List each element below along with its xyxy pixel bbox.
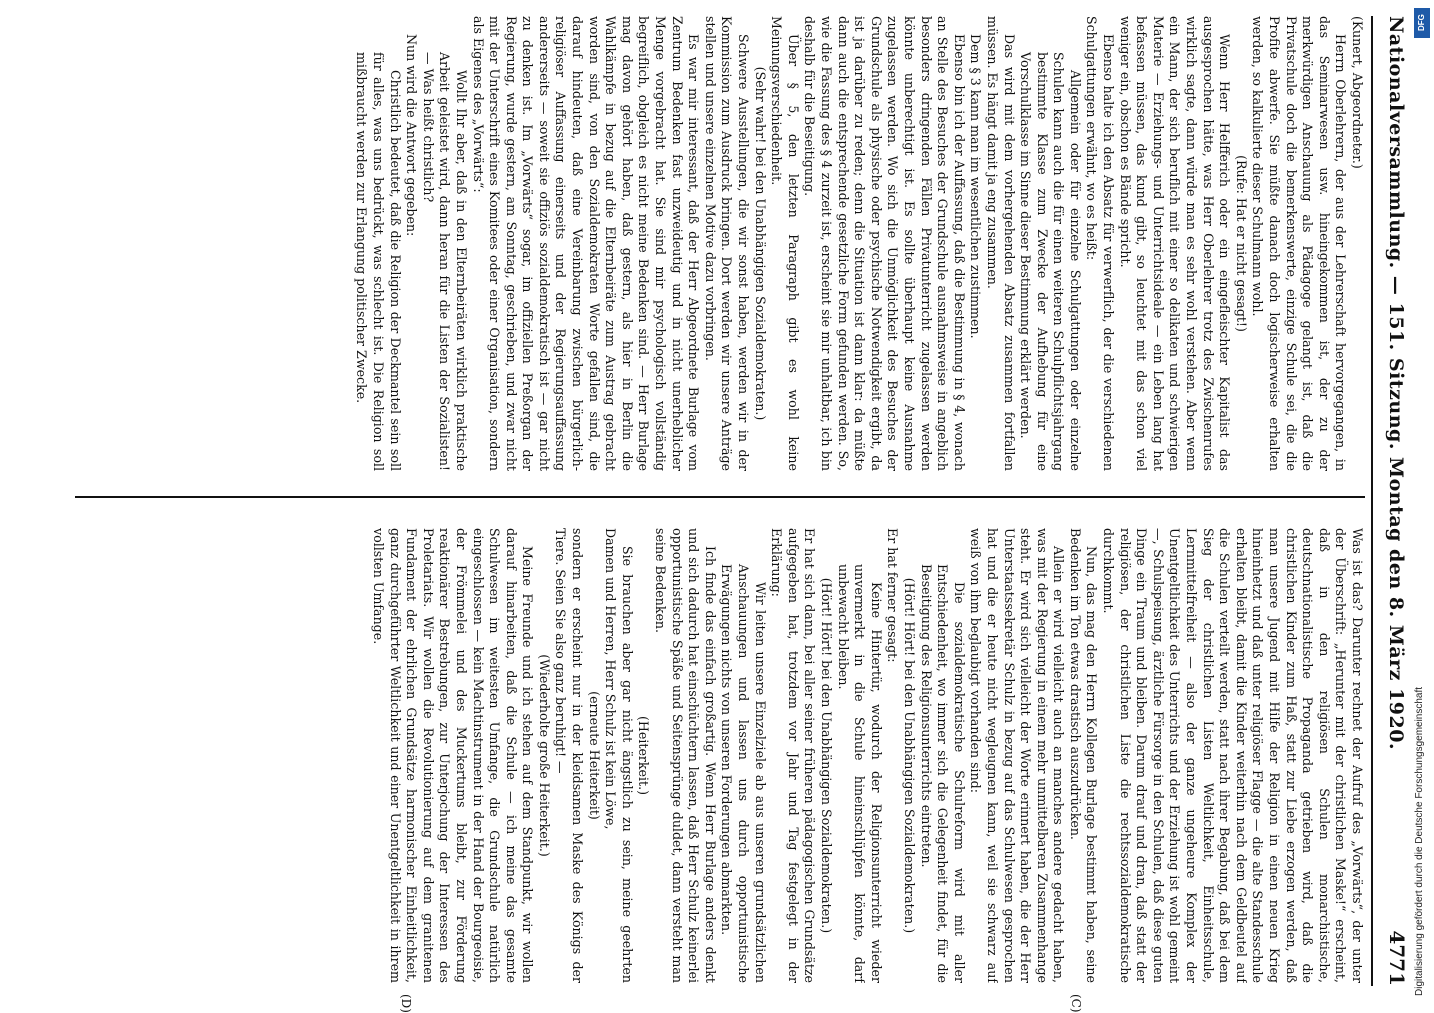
paragraph: (Heiterkeit.)	[635, 528, 652, 983]
margin-letter-d: (D)	[399, 994, 413, 1013]
document-page	[63, 8, 1413, 993]
right-column	[75, 528, 1365, 983]
paragraph: Ebenso halte ich den Absatz für verwerflich, der die verschiedenen Schulgattungen erwähnt, wo es heißt:	[1083, 16, 1116, 471]
paragraph: sondern er erscheint nur in der kleidsamen Maske des Königs der Tiere. Seien Sie also ganz beruhigt! —	[552, 528, 585, 983]
paragraph: (Kunert, Abgeordneter.)	[1348, 16, 1365, 471]
paragraph: (Rufe: Hat er nicht gesagt!)	[1232, 16, 1249, 471]
paragraph: Schwere Ausstellungen, die wir sonst haben, werden wir in der Kommission zum Ausdruck bringen. Dort werden wir unsere Anträge stellen und unsere einzelnen Motive dazu vorbringen.	[701, 16, 751, 471]
column-divider	[75, 496, 1365, 498]
paragraph: Keine Hintertür, wodurch der Religionsunterricht wieder unvermerkt in die Schule hineinschlüpfen könnte, darf unbewacht bleiben.	[834, 564, 884, 983]
page-number: 4771	[1385, 930, 1409, 986]
paragraph: Wir leiten unsere Einzelziele ab aus unseren grundsätzlichen Anschauungen und lassen uns durch opportunistische Erwägungen nichts von unseren Forderungen abmarkten.	[718, 564, 768, 983]
paragraph: Nun wird die Antwort gegeben:	[403, 16, 420, 471]
paragraph: Er hat sich dann, bei aller seiner früheren pädagogischen Grundsätze aufgegeben hat, trotzdem vor Jahr und Tag festgelegt in der Erklärung:	[768, 528, 818, 983]
digitization-note: Digitalisierung gefördert durch die Deutsche Forschungsgemeinschaft	[1414, 687, 1425, 996]
paragraph: Es war mir interessant, daß der Herr Abgeordnete Burlage vom Zentrum Bedenken fast unzweideutig und in nicht unerheblicher Menge vorgebracht hat. Sie sind mir psychologisch vollständig begreiflich, obgleich es nicht meine Bedenken sind. — Herr Burlage mag davon gehört haben, daß gestern, als hier in Berlin die Wahlkämpfe in bezug auf die Elternbeiräte zum Austrag gebracht worden sind, von den Sozialdemokraten Worte gefallen sind, die darauf hindeuten, daß eine Vereinbarung zwischen bürgerlich-religiöser Auffassung einerseits und der Regierungsauffassung andererseits — soweit sie offiziös sozialdemokratisch ist — gar nicht zu denken ist. Im „Vorwärts“ sogar, im offiziellen Preßorgan der Regierung, wurde gestern, am Sonntag, geschrieben, und zwar nicht mit der Unterschrift eines Komitees oder einer Organisation, sondern als Eigenes des „Vorwärts“:	[469, 16, 701, 471]
running-title: Nationalversammlung. — 151. Sitzung. Montag den 8. März 1920.	[1385, 16, 1407, 750]
paragraph: (Sehr wahr! bei den Unabhängigen Sozialdemokraten.)	[751, 16, 768, 471]
paragraph: Ich finde das einfach großartig. Wenn Herr Burlage anders denkt und sich dadurch hat einschüchtern lassen, daß Herr Schulz keinerlei opportunistische Späße und Seitensprünge duldet, dann versteht man seine Bedenken.	[651, 528, 717, 983]
paragraph: Das wird mit dem vorhergehenden Absatz zusammen fortfallen müssen. Es hängt damit ja eng zusammen.	[983, 16, 1016, 471]
paragraph: Allgemein oder für einzelne Schulgattungen oder einzelne Schulen kann auch die für einen weiteren Schulpflichtsjahrgang bestimmte Klasse zum Zwecke der Aufhebung für eine Vorschulklasse im Sinne dieser Bestimmung erklärt werden.	[1017, 52, 1083, 471]
left-column	[75, 16, 1365, 471]
paragraph: (Hört! Hört! bei den Unabhängigen Sozialdemokraten.)	[900, 528, 917, 983]
paragraph: Er hat ferner gesagt:	[884, 528, 901, 983]
digitization-sidebar	[1414, 6, 1428, 996]
paragraph: Christlich bedeutet, daß die Religion der Deckmantel sein soll für alles, was uns bedrückt, was schlecht ist. Die Religion soll mißbraucht werden zur Erlangung politischer Zwecke.	[353, 52, 403, 471]
paragraph: Herrn Oberlehrern, der aus der Lehrerschaft hervorgegangen, in das Seminarwesen usw. hineingekommen ist, der zu der merkwürdigen Anschauung als Pädagoge gelangt ist, daß die Privatschule doch die bemerkenswerte, einzige Schule sei, die die Profite abwerfe. Sie müßte danach doch logischerweise erhalten werden, so kalkulierte dieser Schulmann wohl.	[1249, 16, 1349, 471]
paragraph: Wenn Herr Helfferich oder ein eingefleischter Kapitalist das ausgesprochen hätte, was Herr Oberlehrer trotz des Zwischenrufes wirklich sagte, dann würde man es sehr wohl verstehen. Aber wenn ein Mann, der sich beruflich mit einer so delikaten und schwierigen Materie — Erziehungs- und Unterrichtsideale — ein Leben lang hat befassen müssen, das kund gibt, so leuchtet mit das schon viel weniger ein, obschon es Bände spricht.	[1116, 16, 1232, 471]
paragraph: Allein er wird vielleicht auch an manches andere gedacht haben, was mit der Regierung in einem mehr unmittelbaren Zusammenhange steht. Er wird sich vielleicht der Worte erinnert haben, die der Herr Unterstaatssekretär Schulz in bezug auf das Schulwesen gesprochen hat und die er heute nicht wegleugnen kann, weil sie schwarz auf weiß von ihm beglaubigt vorhanden sind:	[967, 528, 1067, 983]
paragraph: Dem § 3 kann man im wesentlichen zustimmen.	[967, 16, 984, 471]
margin-letter-c: (C)	[1069, 994, 1083, 1013]
paragraph: Wollt Ihr aber, daß in den Elternbeiräten wirklich praktische Arbeit geleistet wird, dann heran für die Listen der Sozialisten! — Was heißt christlich?	[419, 52, 469, 471]
paragraph: (Wiederholte große Heiterkeit.)	[535, 528, 552, 983]
paragraph: Ebenso bin ich der Auffassung, daß die Bestimmung in § 4, wonach an Stelle des Besuches der Grundschule ausnahmsweise in angeblich besonders dringenden Fällen Privatunterricht zugelassen werden könnte unberechtigt ist. Es sollte überhaupt keine Ausnahme zugelassen werden. Wo sich die Unmöglichkeit des Besuches der Grundschule als physische oder psychische Notwendigkeit ergibt, da ist ja darüber zu reden; denn die Situation ist dann klar: da müßte dann auch die entsprechende gesetzliche Form gefunden werden. So, wie die Fassung des § 4 zurzeit ist, erscheint sie mir unhaltbar, ich bin deshalb für die Beseitigung.	[801, 16, 967, 471]
paragraph: Was ist das? Darunter rechnet der Aufruf des „Vorwärts“, der unter der Überschrift: „Herunter mit der christlichen Maske!“ erscheint, daß in den religiösen Schulen monarchistische, deutschnationalistische Propaganda getrieben wird, daß die christlichen Kinder zum Haß, statt zur Liebe erzogen werden, daß man unsere Jugend mit Hilfe der Religion in einen neuen Krieg hineinhetzt und daß unter religiöser Flagge — die alte Standesschule erhalten bleibt, damit die Kinder weiterhin nach dem Geldbeutel auf die Schulen verteilt werden, statt nach ihrer Begabung, daß bei dem Sieg der christlichen Listen Weltlichkeit, Einheitsschule, Lernmittelfreiheit — also der ganze ungeheure Komplex der Unentgeltlichkeit des Unterrichts und der Erziehung ist wohl gemeint —, Schulspeisung, ärztliche Fürsorge in den Schulen, daß diese guten Dinge ein Traum und bleiben. Darum drauf und dran, daß statt der religiösen, der christlichen Liste die rechtssozialdemokratische durchkommt.	[1100, 528, 1366, 983]
paragraph: (Hört! Hört! bei den Unabhängigen Sozialdemokraten.)	[817, 528, 834, 983]
paragraph: Meine Freunde und ich stehen auf dem Standpunkt, wir wollen darauf hinarbeiten, daß die Schule — ich meine das gesamte Schulwesen im weitesten Umfange, die Grundschule natürlich eingeschlossen — kein Machtinstrument in der Hand der Bourgeoisie, der Frömmelei und des Muckertums bleibt, zur Förderung reaktionärer Bestrebungen, zur Unterjochung der Interessen des Proletariats. Wir wollen die Revolutionierung auf dem granitenen Fundament der ehrlichen Grundsätze harmonischer Einheitlichkeit, ganz durchgeführter Weltlichkeit und einer Unentgeltlichkeit in ihrem vollsten Umfange.	[369, 528, 535, 983]
paragraph: Über § 5, den letzten Paragraph gibt es wohl keine Meinungsverschiedenheit.	[768, 16, 801, 471]
paragraph: (erneute Heiterkeit)	[585, 528, 602, 983]
page-header	[1371, 16, 1413, 986]
paragraph: Sie brauchen aber gar nicht ängstlich zu sein, meine geehrten Damen und Herren, Herr Schulz ist kein Löwe,	[602, 528, 635, 983]
paragraph: Nun, das mag den Herrn Kollegen Burlage bestimmt haben, seine Bedenken im Ton etwas drastisch auszudrücken.	[1066, 528, 1099, 983]
dfg-logo: DFG	[1414, 8, 1430, 38]
paragraph: Die sozialdemokratische Schulreform wird mit aller Entschiedenheit, wo immer sich die Gelegenheit findet, für die Beseitigung des Religionsunterrichts eintreten.	[917, 564, 967, 983]
